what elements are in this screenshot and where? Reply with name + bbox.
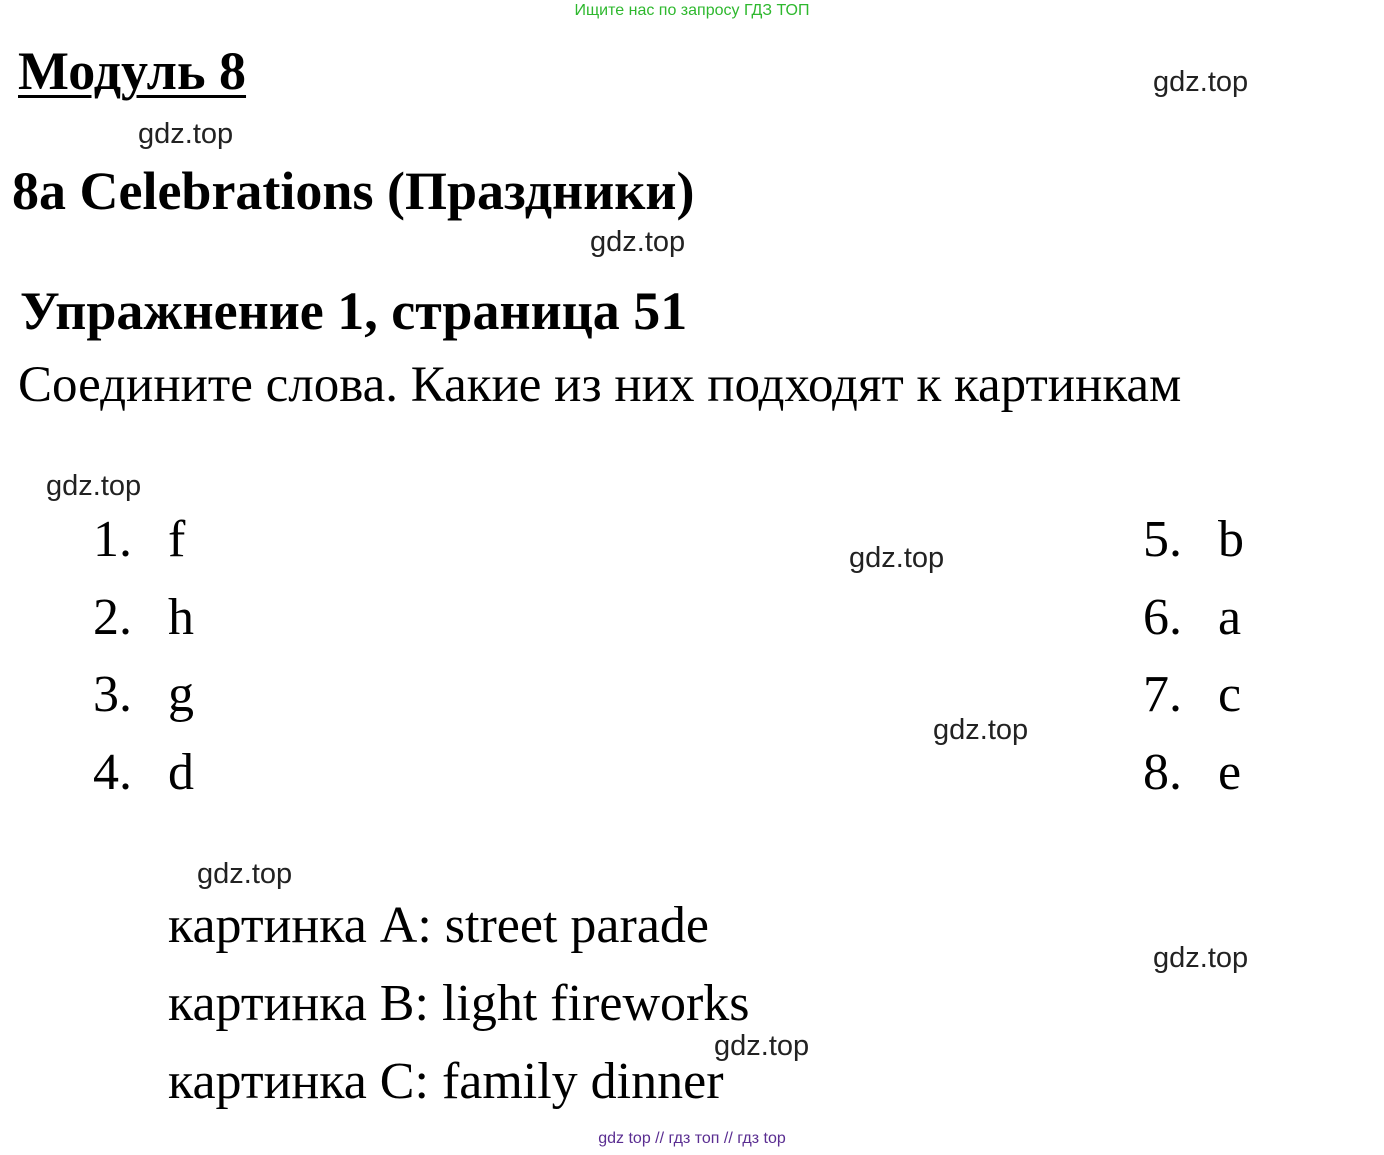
footer-link[interactable]: гдз топ (668, 1130, 720, 1147)
answer-letter: b (1218, 511, 1244, 568)
answer-letter: c (1218, 666, 1242, 723)
footer-separator: // (723, 1130, 733, 1147)
footer-link[interactable]: gdz top (598, 1130, 651, 1147)
picture-answer-a: картинка A: street parade (168, 897, 709, 954)
answer-number: 7. (1143, 666, 1182, 723)
answer-number: 8. (1143, 744, 1182, 801)
watermark: gdz.top (590, 226, 686, 258)
footer-links (0, 1130, 1384, 1148)
watermark: gdz.top (849, 542, 945, 574)
answer-letter: e (1218, 744, 1242, 801)
watermark: gdz.top (1153, 66, 1249, 98)
answer-row (93, 743, 194, 802)
answer-row (1143, 665, 1241, 724)
answer-letter: d (168, 744, 194, 801)
answer-number: 2. (93, 589, 132, 646)
answer-letter: h (168, 589, 194, 646)
footer-separator: // (655, 1130, 665, 1147)
watermark: gdz.top (1153, 942, 1249, 974)
answer-row (1143, 588, 1241, 647)
watermark: gdz.top (714, 1030, 810, 1062)
exercise-instruction: Соедините слова. Какие из них подходят к картинкам (18, 357, 1182, 413)
answer-letter: g (168, 666, 194, 723)
answer-row (93, 588, 194, 647)
answer-row (1143, 510, 1244, 569)
section-title: 8a Celebrations (Праздники) (12, 161, 695, 221)
watermark: gdz.top (46, 470, 142, 502)
module-title: Модуль 8 (18, 41, 247, 101)
answer-number: 6. (1143, 589, 1182, 646)
answer-number: 1. (93, 511, 132, 568)
answer-letter: a (1218, 589, 1242, 646)
search-hint-banner: Ищите нас по запросу ГДЗ ТОП (574, 2, 810, 19)
watermark: gdz.top (933, 714, 1029, 746)
answer-row (1143, 743, 1241, 802)
answer-number: 3. (93, 666, 132, 723)
answer-letter: f (168, 511, 186, 568)
answer-number: 4. (93, 744, 132, 801)
answer-row (93, 510, 185, 569)
answer-number: 5. (1143, 511, 1182, 568)
picture-answer-c: картинка C: family dinner (168, 1053, 724, 1110)
exercise-title: Упражнение 1, страница 51 (20, 281, 688, 341)
watermark: gdz.top (197, 858, 293, 890)
answer-row (93, 665, 194, 724)
picture-answer-b: картинка B: light fireworks (168, 975, 750, 1032)
watermark: gdz.top (138, 118, 234, 150)
footer-link[interactable]: гдз top (737, 1130, 786, 1147)
